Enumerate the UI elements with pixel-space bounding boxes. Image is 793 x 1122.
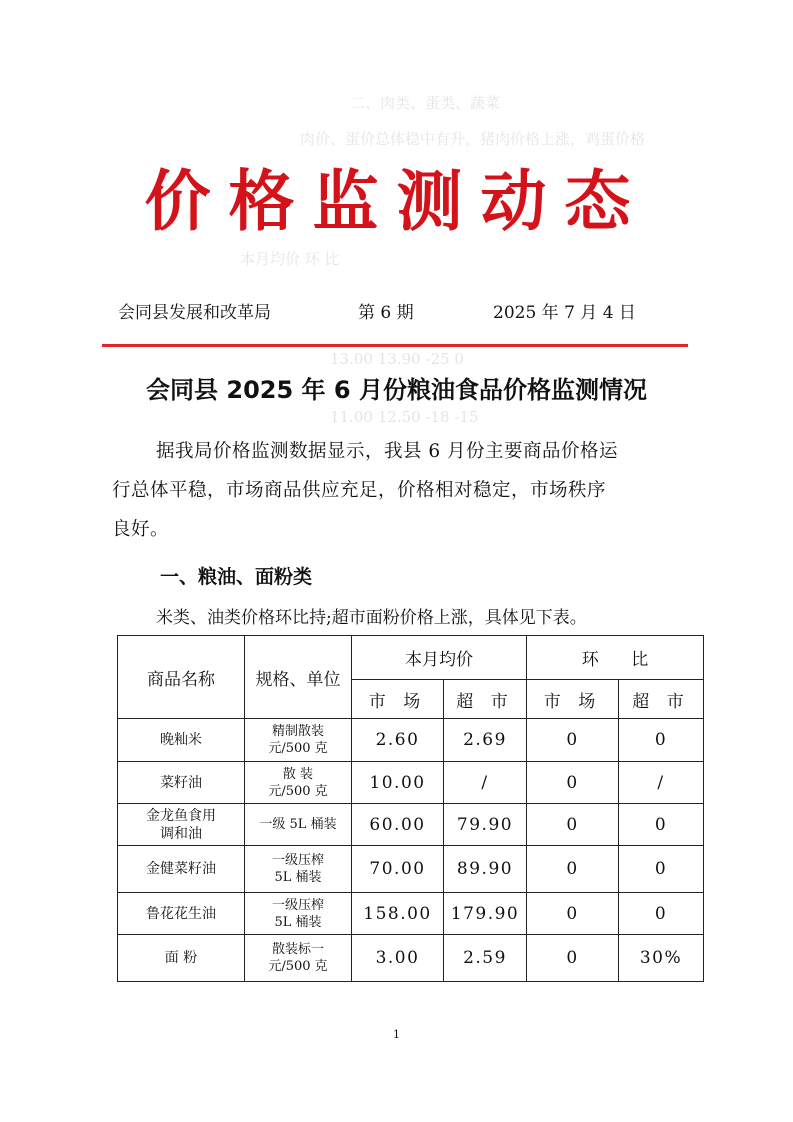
table-row <box>118 804 704 846</box>
product-spec: 散装标一 元/500 克 <box>245 935 352 982</box>
product-name: 面 粉 <box>118 935 245 982</box>
mom-market: 0 <box>527 935 619 982</box>
avg-price-market: 70.00 <box>352 846 444 893</box>
table-row <box>118 893 704 935</box>
avg-price-market: 60.00 <box>352 804 444 846</box>
product-name: 金健菜籽油 <box>118 846 245 893</box>
avg-price-market: 3.00 <box>352 935 444 982</box>
avg-price-supermarket: 179.90 <box>444 893 527 935</box>
bleed-through-text: 肉价、蛋价总体稳中有升，猪肉价格上涨，鸡蛋价格 <box>300 130 646 148</box>
bleed-through-text: 本月均价 环 比 <box>240 250 340 268</box>
product-name: 鲁花花生油 <box>118 893 245 935</box>
product-spec: 精制散装 元/500 克 <box>245 719 352 762</box>
product-spec: 一级压榨 5L 桶装 <box>245 846 352 893</box>
bleed-through-text: 13.00 13.90 -25 0 <box>330 350 464 368</box>
header-avg-price: 本月均价 <box>352 636 527 680</box>
paragraph-line: 良好。 <box>112 519 170 540</box>
header-name: 商品名称 <box>118 636 245 719</box>
product-spec: 一级压榨 5L 桶装 <box>245 893 352 935</box>
product-spec: 散 装 元/500 克 <box>245 762 352 804</box>
article-title: 会同县 2025 年 6 月份粮油食品价格监测情况 <box>146 376 647 404</box>
product-name: 晚籼米 <box>118 719 245 762</box>
header-market: 市 场 <box>352 680 444 719</box>
table-row <box>118 935 704 982</box>
issue-number: 第 6 期 <box>358 303 414 323</box>
mom-market: 0 <box>527 893 619 935</box>
paragraph-line: 行总体平稳，市场商品供应充足，价格相对稳定，市场秩序 <box>112 480 607 501</box>
header-supermarket: 超 市 <box>619 680 704 719</box>
mom-market: 0 <box>527 762 619 804</box>
product-name: 菜籽油 <box>118 762 245 804</box>
mom-supermarket: 0 <box>619 719 704 762</box>
avg-price-supermarket: / <box>444 762 527 804</box>
mom-supermarket: 0 <box>619 893 704 935</box>
header-spec: 规格、单位 <box>245 636 352 719</box>
issue-date: 2025 年 7 月 4 日 <box>493 303 636 323</box>
mom-supermarket: 0 <box>619 804 704 846</box>
mom-market: 0 <box>527 846 619 893</box>
mom-supermarket: / <box>619 762 704 804</box>
table-row <box>118 846 704 893</box>
price-table <box>117 635 704 982</box>
product-spec: 一级 5L 桶装 <box>245 804 352 846</box>
header-market: 市 场 <box>527 680 619 719</box>
page-number: 1 <box>393 1028 400 1041</box>
avg-price-supermarket: 2.59 <box>444 935 527 982</box>
avg-price-market: 2.60 <box>352 719 444 762</box>
table-intro: 米类、油类价格环比持;超市面粉价格上涨，具体见下表。 <box>156 608 587 628</box>
issuing-agency: 会同县发展和改革局 <box>118 303 271 323</box>
section-heading: 一、粮油、面粉类 <box>160 566 313 588</box>
mom-market: 0 <box>527 719 619 762</box>
paragraph-line: 据我局价格监测数据显示，我县 6 月份主要商品价格运 <box>156 441 619 462</box>
avg-price-market: 158.00 <box>352 893 444 935</box>
bleed-through-text: 二、肉类、蛋类、蔬菜 <box>350 94 501 112</box>
avg-price-market: 10.00 <box>352 762 444 804</box>
header-mom: 环 比 <box>527 636 704 680</box>
table-row <box>118 719 704 762</box>
avg-price-supermarket: 79.90 <box>444 804 527 846</box>
mom-market: 0 <box>527 804 619 846</box>
avg-price-supermarket: 89.90 <box>444 846 527 893</box>
product-name: 金龙鱼食用 调和油 <box>118 804 245 846</box>
table-row <box>118 762 704 804</box>
red-divider <box>102 344 688 347</box>
header-supermarket: 超 市 <box>444 680 527 719</box>
avg-price-supermarket: 2.69 <box>444 719 527 762</box>
masthead-title: 价格监测动态 <box>144 162 649 240</box>
mom-supermarket: 30% <box>619 935 704 982</box>
mom-supermarket: 0 <box>619 846 704 893</box>
bleed-through-text: 11.00 12.50 -18 -15 <box>330 408 479 426</box>
